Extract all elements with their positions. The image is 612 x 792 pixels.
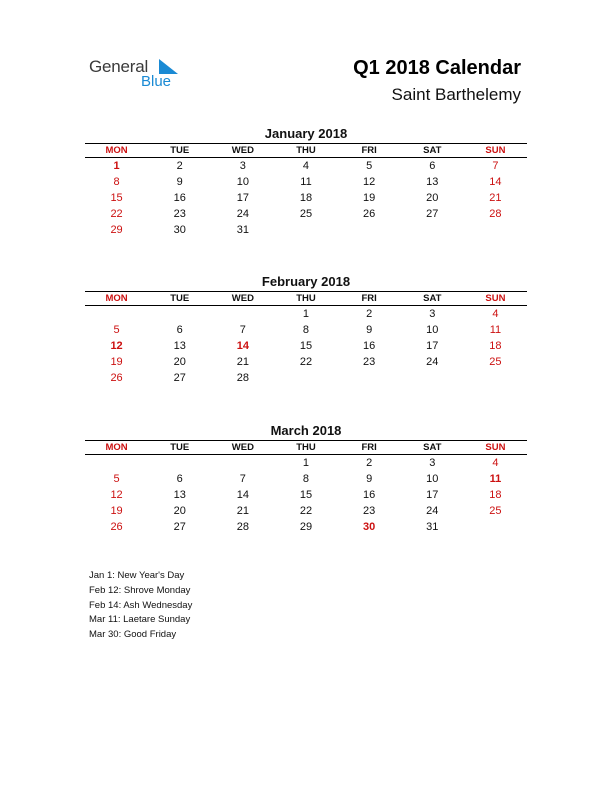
day-cell: 14 <box>236 489 249 501</box>
weekday-tue: TUE <box>170 145 190 156</box>
day-cell: 4 <box>492 308 499 320</box>
day-cell: 9 <box>366 324 373 336</box>
weekday-mon: MON <box>105 145 128 156</box>
week-row <box>85 322 527 338</box>
weekday-fri: FRI <box>361 442 377 453</box>
holiday-item: Feb 12: Shrove Monday <box>89 584 191 596</box>
day-cell: 5 <box>113 473 120 485</box>
holiday-item: Mar 30: Good Friday <box>89 629 177 641</box>
weekday-sat: SAT <box>423 145 442 156</box>
day-cell: 28 <box>236 372 249 384</box>
week-row <box>85 370 527 386</box>
day-cell: 5 <box>366 160 373 172</box>
day-cell: 7 <box>492 160 499 172</box>
day-cell: 17 <box>236 192 249 204</box>
day-cell: 1 <box>302 457 310 469</box>
empty-day-cell <box>338 222 401 238</box>
day-cell: 10 <box>426 324 439 336</box>
weekday-wed: WED <box>231 293 254 304</box>
day-cell: 21 <box>236 356 249 368</box>
day-cell: 22 <box>110 208 123 220</box>
day-grid <box>85 306 527 386</box>
empty-day-cell <box>338 370 401 386</box>
day-cell: 23 <box>363 505 376 517</box>
day-cell: 26 <box>363 208 376 220</box>
day-cell: 15 <box>299 489 313 501</box>
day-cell: 26 <box>110 372 123 384</box>
day-cell: 16 <box>363 340 376 352</box>
day-cell: 27 <box>173 372 186 384</box>
weekday-header-row <box>85 144 527 158</box>
day-cell: 8 <box>113 176 120 188</box>
day-cell: 21 <box>236 505 249 517</box>
week-row <box>85 519 527 535</box>
weekday-tue: TUE <box>170 442 190 453</box>
month-february <box>85 273 527 386</box>
holiday-list <box>89 569 192 643</box>
day-cell: 14 <box>236 340 249 352</box>
day-cell: 25 <box>299 208 313 220</box>
empty-day-cell <box>85 306 148 322</box>
day-cell: 9 <box>176 176 183 188</box>
day-cell: 8 <box>302 473 310 485</box>
day-cell: 1 <box>113 160 120 172</box>
day-grid <box>85 158 527 238</box>
weekday-fri: FRI <box>361 293 377 304</box>
day-cell: 13 <box>173 340 186 352</box>
week-row <box>85 455 527 471</box>
day-cell: 24 <box>236 208 249 220</box>
day-cell: 13 <box>426 176 439 188</box>
weekday-fri: FRI <box>361 145 377 156</box>
day-cell: 25 <box>489 356 502 368</box>
day-cell: 27 <box>173 521 186 533</box>
weekday-sat: SAT <box>423 293 442 304</box>
day-cell: 11 <box>489 324 502 336</box>
day-cell: 19 <box>110 505 123 517</box>
day-cell: 5 <box>113 324 120 336</box>
day-cell: 6 <box>176 473 183 485</box>
day-cell: 12 <box>363 176 376 188</box>
day-cell: 30 <box>363 521 376 533</box>
day-cell: 18 <box>489 340 502 352</box>
holiday-item: Mar 11: Laetare Sunday <box>89 614 191 626</box>
day-cell: 16 <box>363 489 376 501</box>
empty-day-cell <box>85 455 148 471</box>
day-cell: 30 <box>173 224 186 236</box>
weekday-header-row <box>85 441 527 455</box>
weekday-sat: SAT <box>423 442 442 453</box>
month-title: March 2018 <box>270 423 342 438</box>
empty-day-cell <box>211 306 274 322</box>
day-cell: 28 <box>236 521 249 533</box>
week-row <box>85 190 527 206</box>
day-cell: 31 <box>236 224 249 236</box>
day-cell: 2 <box>176 160 183 172</box>
day-cell: 8 <box>302 324 310 336</box>
month-january <box>85 125 527 238</box>
day-cell: 15 <box>299 340 313 352</box>
day-cell: 23 <box>173 208 186 220</box>
week-row <box>85 158 527 174</box>
week-row <box>85 338 527 354</box>
day-cell: 9 <box>366 473 373 485</box>
day-cell: 3 <box>239 160 246 172</box>
empty-day-cell <box>401 222 464 238</box>
week-row <box>85 306 527 322</box>
week-row <box>85 487 527 503</box>
weekday-mon: MON <box>105 442 128 453</box>
day-cell: 11 <box>300 176 312 188</box>
day-cell: 20 <box>173 505 186 517</box>
week-row <box>85 503 527 519</box>
week-row <box>85 174 527 190</box>
day-cell: 24 <box>426 505 439 517</box>
day-cell: 17 <box>426 340 439 352</box>
day-cell: 10 <box>426 473 439 485</box>
day-cell: 21 <box>489 192 502 204</box>
weekday-wed: WED <box>231 145 254 156</box>
day-cell: 3 <box>429 457 436 469</box>
day-cell: 2 <box>366 457 373 469</box>
day-cell: 18 <box>489 489 502 501</box>
weekday-header-row <box>85 292 527 306</box>
day-cell: 27 <box>426 208 439 220</box>
day-cell: 4 <box>492 457 499 469</box>
weekday-thu: THU <box>296 442 316 453</box>
weekday-sun: SUN <box>485 293 506 304</box>
day-cell: 20 <box>426 192 439 204</box>
day-cell: 24 <box>426 356 439 368</box>
weekday-wed: WED <box>231 442 254 453</box>
day-cell: 4 <box>302 160 310 172</box>
weekday-mon: MON <box>105 293 128 304</box>
day-cell: 17 <box>426 489 439 501</box>
empty-day-cell <box>464 519 527 535</box>
empty-day-cell <box>274 370 337 386</box>
weekday-sun: SUN <box>485 442 506 453</box>
day-grid <box>85 455 527 535</box>
holiday-item: Feb 14: Ash Wednesday <box>89 599 193 611</box>
weekday-sun: SUN <box>485 145 506 156</box>
day-cell: 11 <box>489 473 502 485</box>
day-cell: 26 <box>110 521 123 533</box>
empty-day-cell <box>211 455 274 471</box>
day-cell: 15 <box>110 192 123 204</box>
week-row <box>85 222 527 238</box>
day-cell: 19 <box>110 356 123 368</box>
weekday-tue: TUE <box>170 293 190 304</box>
day-cell: 12 <box>110 489 123 501</box>
day-cell: 25 <box>489 505 502 517</box>
day-cell: 7 <box>239 473 246 485</box>
day-cell: 22 <box>299 505 313 517</box>
page-subtitle: Saint Barthelemy <box>391 85 521 104</box>
day-cell: 18 <box>299 192 313 204</box>
day-cell: 28 <box>489 208 502 220</box>
empty-day-cell <box>464 370 527 386</box>
weekday-thu: THU <box>296 145 316 156</box>
day-cell: 10 <box>236 176 249 188</box>
day-cell: 14 <box>489 176 502 188</box>
day-cell: 13 <box>173 489 186 501</box>
month-march <box>85 422 527 535</box>
day-cell: 1 <box>302 308 310 320</box>
day-cell: 6 <box>429 160 436 172</box>
day-cell: 31 <box>426 521 439 533</box>
day-cell: 19 <box>363 192 376 204</box>
day-cell: 29 <box>110 224 123 236</box>
empty-day-cell <box>464 222 527 238</box>
empty-day-cell <box>148 306 211 322</box>
empty-day-cell <box>401 370 464 386</box>
empty-day-cell <box>148 455 211 471</box>
day-cell: 22 <box>299 356 313 368</box>
holiday-item: Jan 1: New Year's Day <box>89 570 185 581</box>
page-title: Q1 2018 Calendar <box>353 57 521 79</box>
day-cell: 16 <box>173 192 186 204</box>
week-row <box>85 354 527 370</box>
day-cell: 7 <box>239 324 246 336</box>
day-cell: 29 <box>299 521 313 533</box>
logo <box>89 57 189 93</box>
week-row <box>85 471 527 487</box>
logo-word-blue: Blue <box>141 73 172 90</box>
day-cell: 3 <box>429 308 436 320</box>
empty-day-cell <box>274 222 337 238</box>
day-cell: 2 <box>366 308 373 320</box>
month-title: February 2018 <box>261 274 351 289</box>
logo-word-general: General <box>89 57 149 76</box>
day-cell: 6 <box>176 324 183 336</box>
day-cell: 20 <box>173 356 186 368</box>
day-cell: 12 <box>110 340 123 352</box>
month-title: January 2018 <box>264 126 348 141</box>
weekday-thu: THU <box>296 293 316 304</box>
week-row <box>85 206 527 222</box>
day-cell: 23 <box>363 356 376 368</box>
